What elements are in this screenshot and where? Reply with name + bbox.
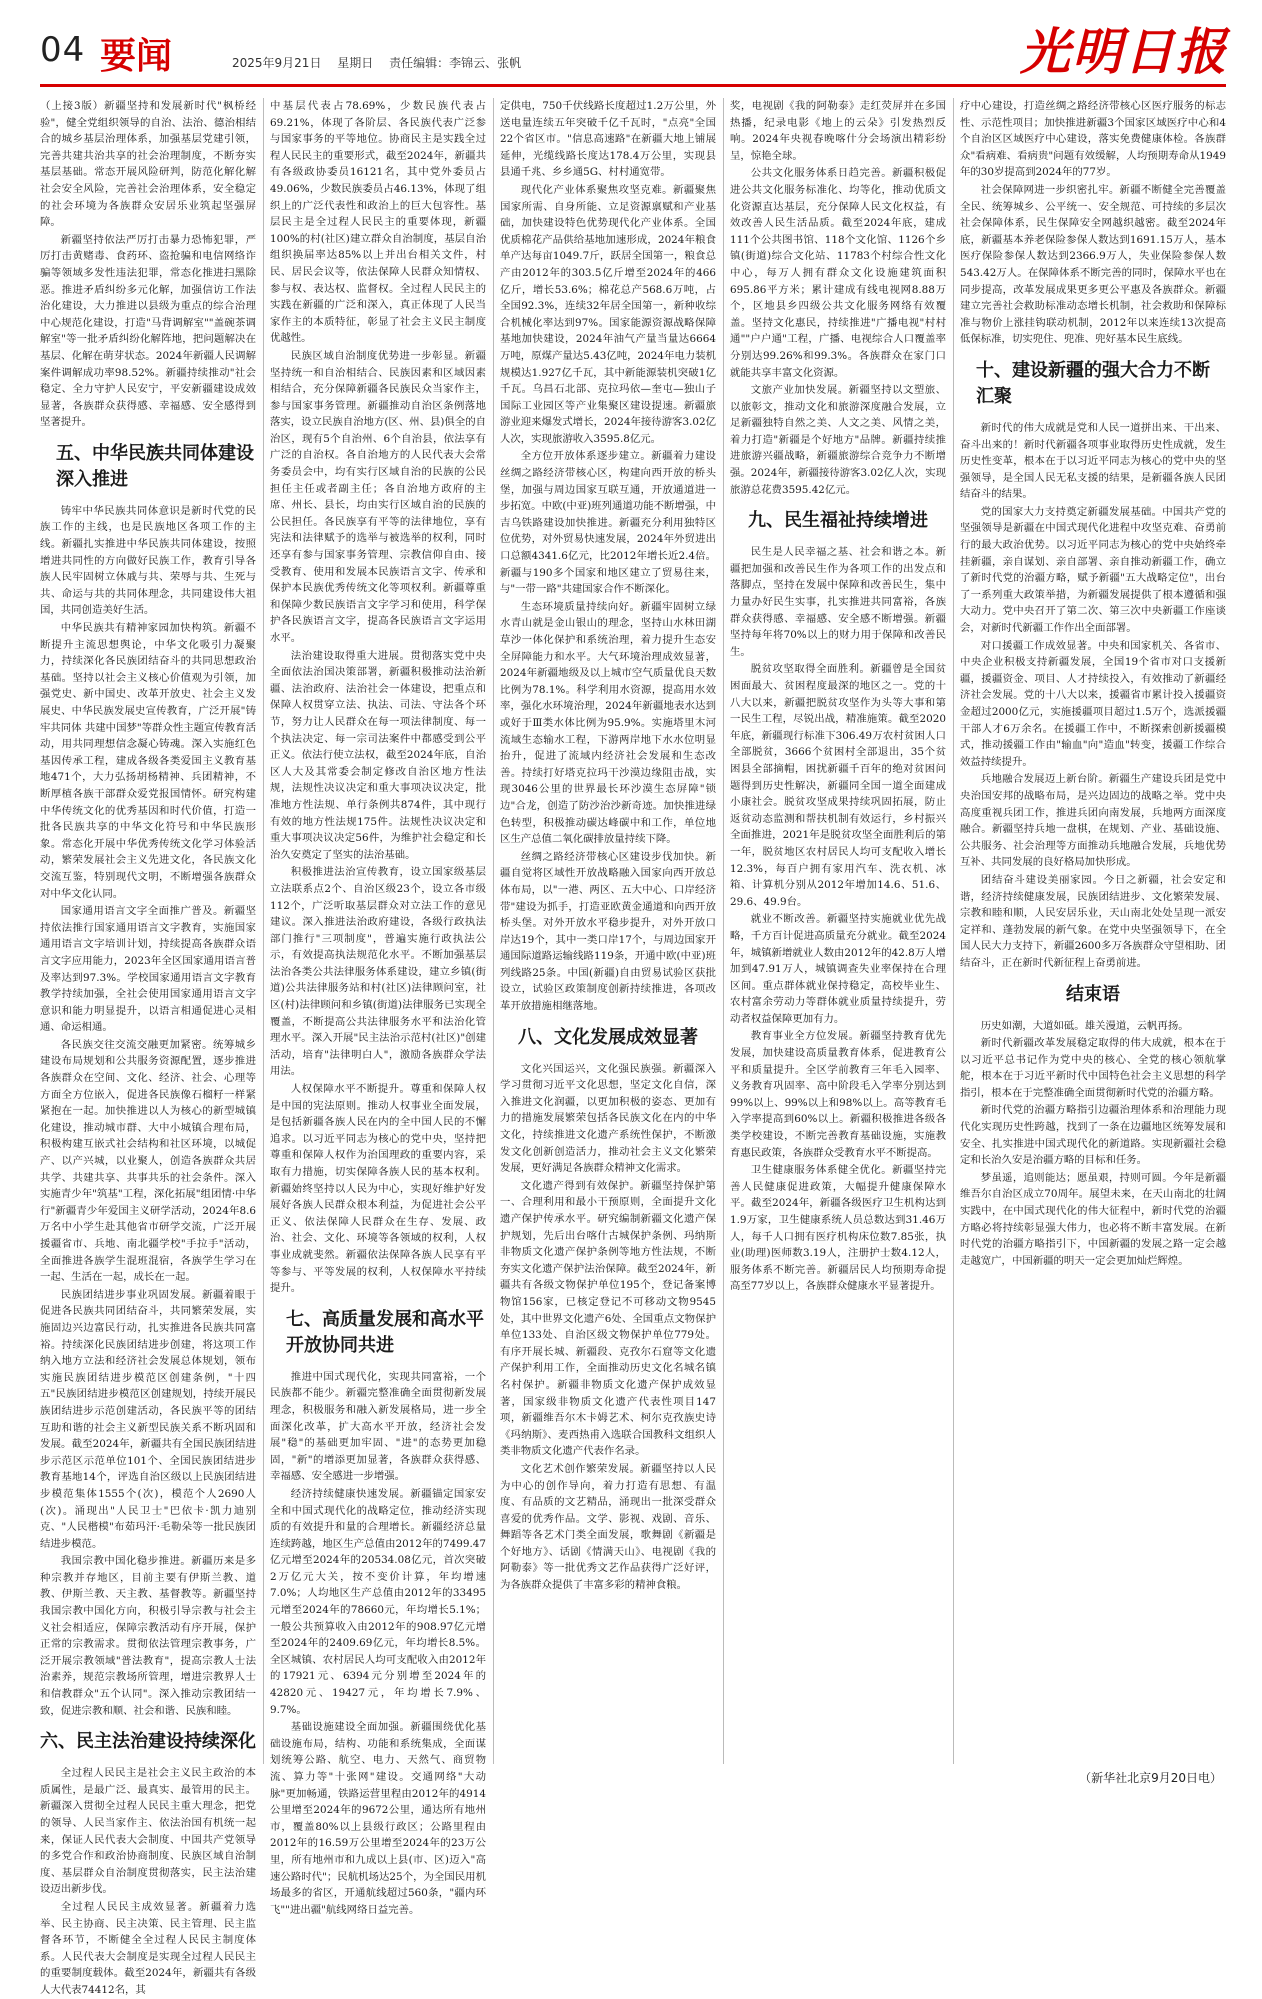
- paragraph: 全过程人民民主是社会主义民主政治的本质属性，是最广泛、最真实、最管用的民主。新疆深入贯彻全过程人民民主重大理念，把党的领导、人民当家作主、依法治国有机统一起来，保证人民代表大会制度、中国共产党领导的多党合作和政治协商制度、民族区域自治制度、基层群众自治制度贯彻落实，民主法治建设迈出新步伐。: [40, 1767, 256, 1896]
- issue-date: 2025年9月21日: [232, 56, 322, 70]
- paragraph: 民族区域自治制度优势进一步彰显。新疆坚持统一和自治相结合、民族因素和区域因素相结合，充分保障新疆各民族民众当家作主，参与国家事务管理。新疆推动自治区条例落地落实，设立民族自治地方(区、州、县)俱全的自治区，现有5个自治州、6个自治县，依法享有广泛的自治权。各自治地方的人民代表大会常务委员会中，均有实行区域自治的民族的公民担任主任或者副主任；各自治地方政府的主席、州长、县长，均由实行区域自治的民族的公民担任。各民族享有平等的法律地位，享有宪法和法律赋予的选举与被选举的权利，同时还享有参与国家事务管理、宗教信仰自由、接受教育、使用和发展本民族语言文字、传承和保护本民族优秀传统文化等项权利。新疆尊重和保障少数民族语言文字学习和使用，科学保护各民族语言文字，提高各民族语言文字运用水平。: [270, 349, 486, 644]
- paragraph: 对口援疆工作成效显著。中央和国家机关、各省市、中央企业积极支持新疆发展，全国19个省市对口支援新疆，援疆资金、项目、人才持续投入，有效推动了新疆经济社会发展。党的十八大以来，援疆省市累计投入援疆资金超过2000亿元，实施援疆项目超过1.5万个，选派援疆干部人才6万余名。在援疆工作中，不断探索创新援疆模式，推动援疆工作由"输血"向"造血"转变，援疆工作综合效益持续提升。: [960, 639, 1226, 768]
- paragraph: 铸牢中华民族共同体意识是新时代党的民族工作的主线，也是民族地区各项工作的主线。新疆扎实推进中华民族共同体建设，按照增进共同性的方向做好民族工作，教育引导各族人民牢固树立休戚与共、荣辱与共、生死与共、命运与共的共同体理念，共同建设伟大祖国，共同创造美好生活。: [40, 504, 256, 617]
- paragraph: 我国宗教中国化稳步推进。新疆历来是多种宗教并存地区，目前主要有伊斯兰教、道教、伊斯兰教、天主教、基督教等。新疆坚持我国宗教中国化方向，积极引导宗教与社会主义社会相适应，保障宗教活动有序开展，保护正常的宗教需求。贯彻依法管理宗教事务，广泛开展宗教领域"普法教育"，提高宗教人士法治素养，规范宗教场所管理，增进宗教界人士和信教群众"五个认同"。深入推动宗教团结一致，促进宗教和顺、社会和谐、民族和睦。: [40, 1555, 256, 1717]
- section-title: 要闻: [100, 36, 173, 77]
- page-number: 04: [40, 30, 86, 70]
- paragraph: 中基层代表占78.69%，少数民族代表占69.21%，体现了各阶层、各民族代表广泛参与国家事务的平等地位。协商民主是实践全过程人民民主的重要形式，截至2024年，新疆共有各级政协委员16121名，其中党外委员占49.06%，少数民族委员占46.13%，体现了组织上的广泛代表性和政治上的巨大包容性。基层民主是全过程人民民主的重要体现，新疆100%的村(社区)建立群众自治制度，基层自治组织换届率达85%以上并出台相关文件，村民、居民会议等，依法保障人民群众知情权、参与权、表达权、监督权。全过程人民民主的实践在新疆的广泛和深入，真正体现了人民当家作主的本质特征，彰显了社会主义民主制度优越性。: [270, 100, 486, 345]
- paragraph: 兵地融合发展迈上新台阶。新疆生产建设兵团是党中央治国安邦的战略布局，是兴边固边的战略之举。党中央高度重视兵团工作，推进兵团向南发展，兵地两方面深度融合。新疆坚持兵地一盘棋，在规划、产业、基础设施、公共服务、社会治理等方面推动兵地融合发展，兵地优势互补、共同发展的良好格局加快形成。: [960, 773, 1226, 869]
- paragraph: 团结奋斗建设美丽家园。今日之新疆，社会安定和谐，经济持续健康发展，民族团结进步、文化繁荣发展、宗教和睦和顺，人民安居乐业，天山南北处处呈现一派安定祥和、蓬勃发展的新气象。在党中央坚强领导下，在全国人民大力支持下，新疆2600多万各族群众守望相助、团结奋斗，正在新时代新征程上奋勇前进。: [960, 873, 1226, 969]
- paragraph: 推进中国式现代化，实现共同富裕，一个民族都不能少。新疆完整准确全面贯彻新发展理念，积极服务和融入新发展格局，进一步全面深化改革，扩大高水平开放，经济社会发展"稳"的基础更加牢固、"进"的态势更加稳固，"新"的增添更加显著，各族群众获得感、幸福感、安全感进一步增强。: [270, 1370, 486, 1483]
- paragraph: 公共文化服务体系日趋完善。新疆积极促进公共文化服务标准化、均等化，推动优质文化资源直达基层，充分保障人民文化权益，有效改善人民生活品质。截至2024年底，建成111个公共图书馆、118个文化馆、1126个乡镇(街道)综合文化站、11783个村综合性文化中心，每万人拥有群众文化设施建筑面积695.86平方米；累计建成有线电视网8.88万个，区地县乡四级公共文化服务网络有效覆盖。坚持文化惠民，持续推进"广播电视"村村通""户户通"工程，广播、电视综合人口覆盖率分别达99.26%和99.3%。各族群众在家门口就能共享丰富文化资源。: [730, 167, 946, 379]
- paragraph: 基础设施建设全面加强。新疆围绕优化基础设施布局，结构、功能和系统集成，全面谋划统筹公路、航空、电力、天然气、商贸物流、算力等"十张网"建设。交通网络"大动脉"更加畅通，铁路运营里程由2012年的4914公里增至2024年的9672公里，通达所有地州市，覆盖80%以上县级行政区；公路里程由2012年的16.59万公里增至2024年的23万公里，所有地州市和九成以上县(市、区)迈入"高速公路时代"；民航机场达25个，为全国民用机场最多的省区，开通航线超过560条，"疆内环飞""进出疆"航线网络日益完善。: [270, 1721, 486, 1916]
- paragraph: 新疆坚持依法严厉打击暴力恐怖犯罪，严厉打击黄赌毒、食药环、盗抢骗和电信网络诈骗等领域多发性违法犯罪，常态化推进扫黑除恶。推进矛盾纠纷多元化解，加强信访工作法治化建设，大力推进以县级为重点的综合治理中心规范化建设，打造"马背调解室""盖碗茶调解室"等一批矛盾纠纷化解阵地，把问题解决在基层、化解在萌芽状态。2024年新疆人民调解案件调解成功率98.52%。新疆持续推动"社会稳定、全力守护人民安宁，平安新疆建设成效显著，各族群众获得感、幸福感、安全感得到坚著提升。: [40, 233, 256, 429]
- paragraph: 中华民族共有精神家园加快构筑。新疆不断提升主流思想舆论，中华文化吸引力凝聚力，持续深化各民族团结奋斗的共同思想政治基础。坚持以社会主义核心价值观为引领，加强党史、新中国史、改革开放史、社会主义发展史、中华民族发展史宣传教育，广泛开展"铸牢共同体 共建中国梦"等群众性主题宣传教育活动，用共同理想信念凝心铸魂。深入实施红色基因传承工程，建成各级各类爱国主义教育基地471个，大力弘扬胡杨精神、兵团精神，不断厚植各族干部群众爱党报国情怀。研究构建中华传统文化的优秀基因和时代价值，打造一批各民族共享的中华文化符号和中华民族形象。常态化开展中华优秀传统文化学习体验活动，繁荣发展社会主义先进文化，各民族文化交流互鉴，特别现代文明，不断增强各族群众对中华文化认同。: [40, 622, 256, 900]
- column-divider: [493, 98, 494, 1764]
- section-heading-8: 八、文化发展成效显著: [518, 1026, 698, 1048]
- paragraph: 党的国家大力支持奠定新疆发展基础。中国共产党的坚强领导是新疆在中国式现代化进程中攻坚克难、奋勇前行的最大政治优势。以习近平同志为核心的党中央始终牵挂新疆，亲自谋划、亲自部署、亲自推动新疆工作，确立了新时代党的治疆方略，赋予新疆"五大战略定位"，出台了一系列重大政策举措，为新疆发展提供了根本遵循和强大动力。党中央召开了第二次、第三次中央新疆工作座谈会，对新时代新疆工作作出全面部署。: [960, 505, 1226, 635]
- article-column-4: [730, 98, 946, 1764]
- article-column-1: [40, 98, 256, 1996]
- paragraph: 疗中心建设，打造丝绸之路经济带核心区医疗服务的标志性、示范性项目；加快推进新疆3个国家区域医疗中心和4个自治区区域医疗中心建设，落实免费健康体检。各族群众"看病难、看病贵"问题有效缓解，人均预期寿命从1949年的30岁提高到2024年的77岁。: [960, 100, 1226, 179]
- dateline-credit: （新华社北京9月20日电）: [1079, 1771, 1222, 1785]
- article-column-5: [960, 98, 1226, 1764]
- paragraph: 丝绸之路经济带核心区建设步伐加快。新疆自觉将区域性开放战略融入国家向西开放总体布局，以"一港、两区、五大中心、口岸经济带"建设为抓手，打造亚欧黄金通道和向西开放桥头堡。对外开放水平稳步提升，对外开放口岸达19个，其中一类口岸17个，与周边国家开通国际道路运输线路119条，开通中欧(中亚)班列线路25条。中国(新疆)自由贸易试验区获批设立，试验区政策制度创新持续推进，各项改革开放措施相继落地。: [500, 850, 716, 1013]
- newspaper-logo: 光明日报: [1020, 22, 1228, 81]
- paragraph: 各民族交往交流交融更加紧密。统筹城乡建设布局规划和公共服务资源配置，逐步推进各族群众在空间、文化、经济、社会、心理等方面全方位嵌入，促进各民族像石榴籽一样紧紧抱在一起。加快推进以人为核心的新型城镇化建设，推动城市群、大中小城镇合理布局，积极构建互嵌式社会结构和社区环境，以城促产、以产兴城，以业聚人，创造各族群众共居共学、共建共享、共事共乐的社会条件。深入实施青少年"筑基"工程，深化拓展"组团情·中华行"新疆青少年爱国主义研学活动，2024年8.6万名中小学生赴其他省市研学交流，广泛开展援疆省市、兵地、南北疆学校"手拉手"活动，全面推进各族学生混班混宿，各族学生学习在一起、生活在一起，成长在一起。: [40, 1038, 256, 1284]
- header-rule: [40, 84, 1226, 87]
- paragraph: 全过程人民民主成效显著。新疆着力选举、民主协商、民主决策、民主管理、民主监督各环节，不断健全全过程人民民主制度体系。人民代表大会制度是实现全过程人民民主的重要制度载体。截至2024年，新疆共有各级人大代表74412名，其: [40, 1900, 256, 1996]
- masthead: [0, 0, 1262, 81]
- paragraph: 历史如潮，大道如砥。雄关漫道，云帆再扬。: [980, 1019, 1189, 1032]
- paragraph: 现代化产业体系聚焦攻坚克难。新疆聚焦国家所需、自身所能、立足资源禀赋和产业基础，加快建设特色优势现代化产业体系。全国优质棉花产品供给基地加速形成，2024年粮食单产达每亩1049.7斤，跃居全国第一，粮食总产由2012年的303.5亿斤增至2024年的466亿斤，增长53.6%；棉花总产568.6万吨，占全国92.3%，连续32年居全国第一，新种收综合机械化率达到97%。国家能源资源战略保障基地加快建设，2024年油气产量当量达6664万吨，原煤产量达5.43亿吨，2024年电力装机规模达1.927亿千瓦，其中新能源装机突破1亿千瓦。乌昌石北部、克拉玛依—奎屯—独山子国际工业园区等产业集聚区建设提速。新疆旅游业迎来爆发式增长，2024年接待游客3.02亿人次，实现旅游收入3595.8亿元。: [500, 183, 716, 445]
- article-column-2: [270, 98, 486, 1916]
- paragraph: 民族团结进步事业巩固发展。新疆着眼于促进各民族共同团结奋斗，共同繁荣发展，实施固边兴边富民行动，扎实推进各民族共同富裕。持续深化民族团结进步创建，将这项工作纳入地方立法和经济社会发展总体规划，领布实施民族团结进步模范区创建条例，"十四五"民族团结进步模范区创建规划，持续开展民族团结进步示范创建活动，各民族平等的团结互助和谐的社会主义新型民族关系不断巩固和发展。截至2024年，新疆共有全国民族团结进步示范区示范单位101个、全国民族团结进步教育基地14个，评选自治区级以上民族团结进步模范集体1555个(次)，模范个人2690人(次)。涌现出"人民卫士"巴依卡·凯力迪别克、"人民楷模"布茹玛汗·毛勒朵等一批民族团结进步模范。: [40, 1288, 256, 1550]
- paragraph: 梦虽遥，追则能达；愿虽艰，持则可圆。今年是新疆维吾尔自治区成立70周年。展望未来，在天山南北的壮阔实践中，在中国式现代化的伟大征程中，新时代党的治疆方略必将持续彰显强大伟力，也必将不断丰富发展。在新时代党的治疆方略指引下，中国新疆的发展之路一定会越走越宽广，中国新疆的明天一定会更加灿烂辉煌。: [960, 1171, 1226, 1267]
- issue-meta: [232, 54, 533, 71]
- paragraph: 文化遗产得到有效保护。新疆坚持保护第一、合理利用和最小干预原则，全面提升文化遗产保护传承水平。研究编制新疆文化遗产保护规划，先后出台喀什古城保护条例、玛纳斯非物质文化遗产保护条例等地方性法规，不断夯实文化遗产保护法治保障。截至2024年，新疆共有各级文物保护单位195个，登记备案博物馆156家，已核定登记不可移动文物9545处，其中世界文化遗产6处、全国重点文物保护单位133处、自治区级文物保护单位779处。有序开展长城、新疆段、克孜尔石窟等文化遗产保护利用工作，全面推动历史文化名城名镇名村保护。新疆非物质文化遗产保护成效显著，国家级非物质文化遗产代表性项目147项，新疆维吾尔木卡姆艺术、柯尔克孜族史诗《玛纳斯》、麦西热甫入选联合国教科文组织人类非物质文化遗产代表作名录。: [500, 1179, 716, 1458]
- paragraph: 新时代新疆改革发展稳定取得的伟大成就，根本在于以习近平总书记作为党中央的核心、全党的核心领航掌舵，根本在于习近平新时代中国特色社会主义思想的科学指引，根本在于完整准确全面贯彻新时代党的治疆方略。: [960, 1037, 1226, 1099]
- paragraph: 国家通用语言文字全面推广普及。新疆坚持依法推行国家通用语言文字教育，实施国家通用语言文字培训计划，持续提高各族群众语言文字应用能力，2023年全区国家通用语言普及率达到97.3%。学校国家通用语言文字教育教学持续加强，全社会使用国家通用语言文字意识和能力明显提升，以语言相通促进心灵相通、命运相通。: [40, 905, 256, 1034]
- article-column-3: [500, 98, 716, 1764]
- paragraph: 积极推进法治宣传教育，设立国家级基层立法联系点2个、自治区级23个，设立各市级112个，广泛听取基层群众对立法工作的意见建议。深入推进法治政府建设，各级行政执法部门推行"三项制度"，普遍实施行政执法公示，有效提高执法规范化水平。不断加强基层法治各类公共法律服务体系建设，建立乡镇(街道)公共法律服务站和村(社区)法律顾问室，社区(村)法律顾问和乡镇(街道)法律服务已实现全覆盖，不断提高公共法律服务水平和法治化管理水平。深入开展"民主法治示范村(社区)"创建活动，培育"法律明白人"，激励各族群众学法用法。: [270, 866, 486, 1078]
- paragraph: 全方位开放体系逐步建立。新疆着力建设丝绸之路经济带核心区，构建向西开放的桥头堡，加强与周边国家互联互通，开放通道进一步拓宽。中欧(中亚)班列通道功能不断增强，中吉乌铁路建设加快推进。新疆充分利用独特区位优势，对外贸易快速发展，2024年外贸进出口总额4341.6亿元，比2012年增长近2.4倍。新疆与190多个国家和地区建立了贸易往来，与"一带一路"共建国家合作不断深化。: [500, 450, 716, 596]
- editor-credit: 责任编辑：李锦云、张帆: [389, 56, 522, 70]
- paragraph: 就业不断改善。新疆坚持实施就业优先战略，千方百计促进高质量充分就业。截至2024年，城镇新增就业人数由2012年的42.8万人增加到47.91万人，城镇调查失业率保持在合理区间。重点群体就业保持稳定，高校毕业生、农村富余劳动力等群体就业质量持续提升，劳动者权益保障更加有力。: [730, 913, 946, 1025]
- paragraph: 民生是人民幸福之基、社会和谐之本。新疆把加强和改善民生作为各项工作的出发点和落脚点，坚持在发展中保障和改善民生，集中力量办好民生实事，扎实推进共同富裕，各族群众获得感、幸福感、安全感不断增强。新疆坚持每年将70%以上的财力用于保障和改善民生。: [730, 546, 946, 658]
- paragraph: 定供电，750千伏线路长度超过1.2万公里，外送电量连续五年突破千亿千瓦时，"点亮"全国22个省区市。"信息高速路"在新疆大地上铺展延伸，光缆线路长度达178.4万公里，实现县县通千兆、乡乡通5G、村村通宽带。: [500, 100, 716, 179]
- paragraph: （上接3版）新疆坚持和发展新时代"枫桥经验"，健全党组织领导的自治、法治、德治相结合的城乡基层治理体系，加强基层党建引领，完善共建共治共享的社会治理制度，不断夯实基层基础。常态开展风险研判，防范化解化解社会安全风险，完善社会治理体系，安全稳定的社会环境为各族群众安居乐业筑起坚强屏障。: [40, 100, 256, 229]
- section-heading-5: 五、中华民族共同体建设深入推进: [56, 442, 254, 490]
- section-heading-10: 十、建设新疆的强大合力不断汇聚: [976, 359, 1210, 407]
- paragraph: 人权保障水平不断提升。尊重和保障人权是中国的宪法原则。推动人权事业全面发展，是包括新疆各族人民在内的全中国人民的不懈追求。以习近平同志为核心的党中央，坚持把尊重和保障人权作为治国理政的重要内容，采取有力措施，切实保障各族人民的基本权利。新疆始终坚持以人民为中心，实现好维护好发展好各族人民群众根本利益，为促进社会公平正义、依法保障人民群众在生存、发展、政治、社会、文化、环境等各领域的权利，人权事业成就斐然。新疆依法保障各族人民享有平等参与、平等发展的权利，人权保障水平持续提升。: [270, 1083, 486, 1295]
- paragraph: 卫生健康服务体系健全优化。新疆坚持完善人民健康促进政策，大幅提升健康保障水平。截至2024年，新疆各级医疗卫生机构达到1.9万家，卫生健康系统人员总数达到31.46万人，每千人口拥有医疗机构床位数7.85张，执业(助理)医师数3.19人，注册护士数4.12人，服务体系不断完善。新疆居民人均预期寿命提高至77岁以上，各族群众健康水平显著提升。: [730, 1164, 946, 1293]
- paragraph: 教育事业全方位发展。新疆坚持教育优先发展，加快建设高质量教育体系，促进教育公平和质量提升。全区学前教育三年毛入园率、义务教育巩固率、高中阶段毛入学率分别达到99%以上、99%以上和98%以上。高等教育毛入学率提高到60%以上。新疆积极推进各级各类学校建设，不断完善教育基础设施，实施教育惠民政策，各族群众受教育水平不断提高。: [730, 1030, 946, 1159]
- issue-weekday: 星期日: [337, 56, 374, 70]
- paragraph: 新时代党的治疆方略指引边疆治理体系和治理能力现代化实现历史性跨越，找到了一条在边疆地区统筹发展和安全、扎实推进中国式现代化的新道路。实现新疆社会稳定和长治久安是治疆方略的目标和任务。: [960, 1104, 1226, 1167]
- column-divider: [723, 98, 724, 1764]
- paragraph: 社会保障网进一步织密扎牢。新疆不断健全完善覆盖全民、统筹城乡、公平统一、安全规范、可持续的多层次社会保障体系，民生保障安全网越织越密。截至2024年底，新疆基本养老保险参保人数达到1691.15万人，基本医疗保险参保人数达到2366.9万人，失业保险参保人数543.42万人。在保障体系不断完善的同时，保障水平也在同步提高，改革发展成果更多更公平惠及各族群众。新疆建立完善社会救助标准动态增长机制，社会救助和保障标准与物价上涨挂钩联动机制，2012年以来连续13次提高低保标准，切实兜住、兜准、兜好基本民生底线。: [960, 183, 1226, 346]
- paragraph: 经济持续健康快速发展。新疆锚定国家安全和中国式现代化的战略定位，推动经济实现质的有效提升和量的合理增长。新疆经济总量连续跨越，地区生产总值由2012年的7499.47亿元增至2024年的20534.08亿元，首次突破2万亿元大关，按不变价计算，年均增速7.0%；人均地区生产总值由2012年的33495元增至2024年的78660元，年均增长5.1%；一般公共预算收入由2012年的908.97亿元增至2024年的2409.69亿元，年均增长8.5%。全区城镇、农村居民人均可支配收入由2012年的17921元、6394元分别增至2024年的42820元、19427元，年均增长7.9%、9.7%。: [270, 1487, 486, 1716]
- section-heading-9: 九、民生福祉持续增进: [748, 510, 928, 532]
- paragraph: 奖，电视剧《我的阿勒泰》走红荧屏并在多国热播，纪录电影《地上的云朵》引发热烈反响。2024年央视春晚喀什分会场演出精彩纷呈，惊艳全球。: [730, 100, 946, 162]
- paragraph: 新时代的伟大成就是党和人民一道拼出来、干出来、奋斗出来的！新时代新疆各项事业取得历史性成就，发生历史性变革，根本在于以习近平同志为核心的党中央的坚强领导，是全国人民无私支援的结果，是新疆各族人民团结奋斗的结果。: [960, 421, 1226, 501]
- column-divider: [953, 98, 954, 1764]
- section-heading-6: 六、民主法治建设持续深化: [40, 1731, 256, 1753]
- paragraph: 脱贫攻坚取得全面胜利。新疆曾是全国贫困面最大、贫困程度最深的地区之一。党的十八大以来，新疆把脱贫攻坚作为头等大事和第一民生工程，尽锐出战，精准施策。截至2020年底，新疆现行标准下306.49万农村贫困人口全部脱贫，3666个贫困村全部退出，35个贫困县全部摘帽，困扰新疆千百年的绝对贫困问题得到历史性解决，新疆同全国一道全面建成小康社会。脱贫攻坚成果持续巩固拓展，防止返贫动态监测和帮扶机制有效运行，乡村振兴全面推进，2021年是脱贫攻坚全面胜利后的第一年，脱贫地区农村居民人均可支配收入增长12.3%，每百户拥有家用汽车、洗衣机、冰箱、计算机分别从2012年增加14.6、51.6、29.6、49.9台。: [730, 663, 946, 908]
- paragraph: 文旅产业加快发展。新疆坚持以文塑旅、以旅彰文，推动文化和旅游深度融合发展，立足新疆独特自然之美、人文之美、风情之美，着力打造"新疆是个好地方"品牌。新疆持续推进旅游兴疆战略，新疆旅游综合竞争力不断增强。2024年，新疆接待游客3.02亿人次，实现旅游总花费3595.42亿元。: [730, 384, 946, 496]
- column-divider: [263, 98, 264, 1764]
- paragraph: 文化艺术创作繁荣发展。新疆坚持以人民为中心的创作导向，着力打造有思想、有温度、有品质的文艺精品，涌现出一批深受群众喜爱的优秀作品。文学、影视、戏剧、音乐、舞蹈等各艺术门类全面发展，歌舞剧《新疆是个好地方》、话剧《情满天山》、电视剧《我的阿勒泰》等一批优秀文艺作品获得广泛好评，为各族群众提供了丰富多彩的精神食粮。: [500, 1462, 716, 1592]
- paragraph: 生态环境质量持续向好。新疆牢固树立绿水青山就是金山银山的理念，坚持山水林田湖草沙一体化保护和系统治理，着力提升生态安全屏障能力和水平。大气环境治理成效显著，2024年新疆地级及以上城市空气质量优良天数比例为78.1%。科学利用水资源，提高用水效率，强化水环境治理，2024年新疆地表水达到或好于Ⅲ类水体比例为95.9%。实施塔里木河流域生态输水工程，下游两岸地下水水位明显抬升，促进了流域内经济社会发展和生态改善。持续打好塔克拉玛干沙漠边缘阻击战，实现3046公里的世界最长环沙漠生态屏障"锁边"合龙，创造了防沙治沙新奇迹。加快推进绿色转型，积极推动碳达峰碳中和工作，单位地区生产总值二氧化碳排放量持续下降。: [500, 600, 716, 846]
- paragraph: 法治建设取得重大进展。贯彻落实党中央全面依法治国决策部署，新疆积极推动法治新疆、法治政府、法治社会一体建设，把重点和保障人权贯穿立法、执法、司法、守法各个环节，努力让人民群众在每一项法律制度、每一个执法决定、每一宗司法案件中都感受到公平正义。依法行使立法权，截至2024年底，自治区人大及其常委会制定修改自治区地方性法规，法规性决议决定和重大事项决议决定，批准地方性法规、单行条例共874件，其中现行有效的地方性法规175件。法规性决议决定和重大事项决议决定56件，为维护社会稳定和长治久安奠定了坚实的法治基础。: [270, 649, 486, 861]
- conclusion-heading: 结束语: [1066, 983, 1120, 1005]
- paragraph: 文化兴国运兴，文化强民族强。新疆深入学习贯彻习近平文化思想，坚定文化自信，深入推进文化润疆，以更加积极的姿态、更加有力的措施发展繁荣包括各民族文化在内的中华文化，持续推进文化遗产系统性保护，不断激发文化创新创造活力，推动社会主义文化繁荣发展，更好满足各族群众精神文化需求。: [500, 1062, 716, 1175]
- section-heading-7: 七、高质量发展和高水平开放协同共进: [286, 1308, 484, 1356]
